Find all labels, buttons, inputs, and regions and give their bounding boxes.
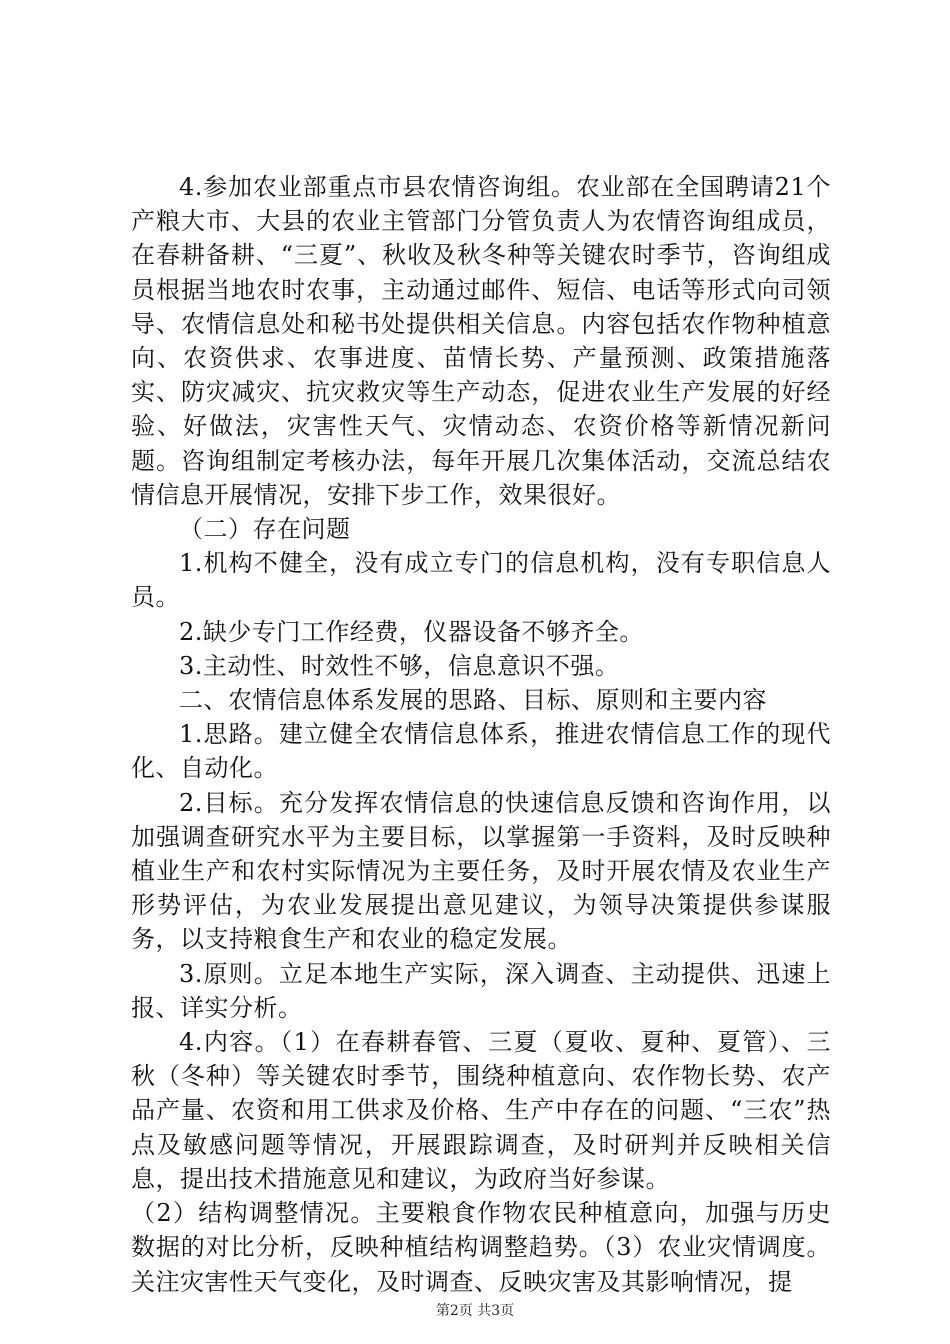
paragraph-problem-1: 1.机构不健全，没有成立专门的信息机构，没有专职信息人员。 (131, 549, 831, 612)
paragraph-goal: 2.目标。充分发挥农情信息的快速信息反馈和咨询作用，以加强调查研究水平为主要目标，以掌握第一手资料，及时反映种植业生产和农村实际情况为主要任务，及时开展农情及农业生产形势评估，为农业发展提出意见建议，为领导决策提供参谋服务，以支持粮食生产和农业的稳定发展。 (131, 788, 831, 954)
paragraph-problem-2: 2.缺少专门工作经费，仪器设备不够齐全。 (179, 617, 644, 646)
page-footer: 第2页 共3页 (435, 1303, 515, 1319)
document-body (131, 170, 831, 1299)
paragraph-content: 4.内容。（1）在春耕春管、三夏（夏收、夏种、夏管）、三秋（冬种）等关键农时季节，围绕种植意向、农作物长势、农产品产量、农资和用工供求及价格、生产中存在的问题、“三农”热点及敏感问题等情况，开展跟踪调查，及时研判并反映相关信息，提出技术措施意见和建议，为政府当好参谋。 (131, 1028, 831, 1193)
section-heading-development: 二、农情信息体系发展的思路、目标、原则和主要内容 (179, 686, 767, 715)
paragraph-problem-3: 3.主动性、时效性不够，信息意识不强。 (179, 651, 620, 680)
paragraph-principle: 3.原则。立足本地生产实际，深入调查、主动提供、迅速上报、详实分析。 (131, 959, 831, 1022)
paragraph-consulting-group: 4.参加农业部重点市县农情咨询组。农业部在全国聘请21个产粮大市、大县的农业主管部门分管负责人为农情咨询组成员，在春耕备耕、“三夏”、秋收及秋冬种等关键农时季节，咨询组成员根据当地农时农事，主动通过邮件、短信、电话等形式向司领导、农情信息处和秘书处提供相关信息。内容包括农作物种植意向、农资供求、农事进度、苗情长势、产量预测、政策措施落实、防灾减灾、抗灾救灾等生产动态，促进农业生产发展的好经验、好做法，灾害性天气、灾情动态、农资价格等新情况新问题。咨询组制定考核办法，每年开展几次集体活动，交流总结农情信息开展情况，安排下步工作，效果很好。 (131, 173, 831, 509)
paragraph-content-continued: （2）结构调整情况。主要粮食作物农民种植意向，加强与历史数据的对比分析，反映种植结构调整趋势。（3）农业灾情调度。关注灾害性天气变化，及时调查、反映灾害及其影响情况，提 (131, 1199, 831, 1296)
paragraph-approach: 1.思路。建立健全农情信息体系，推进农情信息工作的现代化、自动化。 (131, 720, 831, 783)
section-heading-problems: （二）存在问题 (179, 515, 351, 544)
